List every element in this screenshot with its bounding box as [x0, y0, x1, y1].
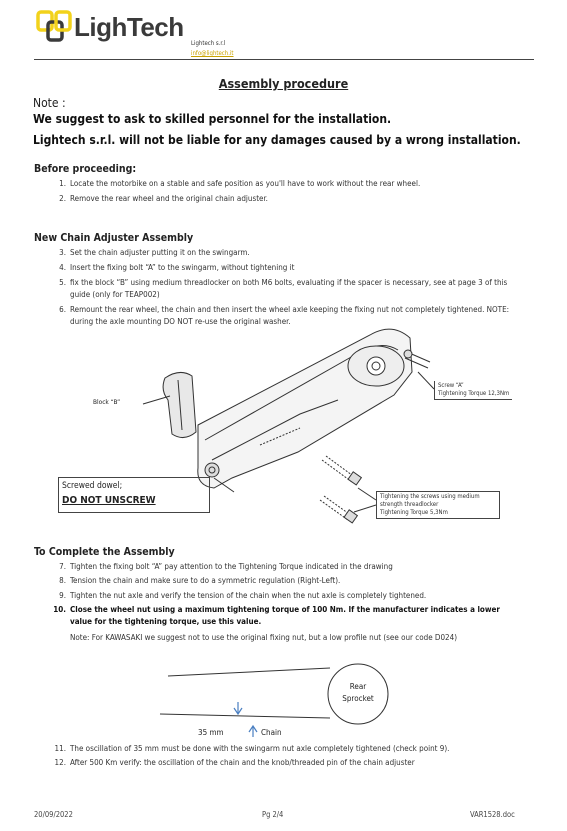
screws-line-2: strength threadlocker [380, 501, 439, 508]
item-number: 6. [59, 305, 66, 314]
item-text: Remount the rear wheel, the chain and then insert the wheel axle keeping the fixing nut not completely tightened. NOTE: during the axle mounting DO NOT re-use the original washer. [70, 305, 510, 326]
item-number: 3. [59, 248, 66, 257]
item-number: 9. [59, 591, 66, 600]
sprocket-line-2: Sprocket [342, 694, 374, 703]
item-text: Close the wheel nut using a maximum tightening torque of 100 Nm. If the manufacturer indicates a lower value for the tightening torque, use this value. [70, 605, 500, 626]
list-item [50, 757, 512, 769]
item-text: fix the block “B” using medium threadlocker on both M6 bolts, evaluating if the spacer is necessary, see at page 3 of this guide (only for TEAP002) [70, 278, 508, 299]
measure-label: 35 mm [198, 728, 224, 737]
logo-text: LighTech [74, 12, 184, 42]
section-heading-assembly: New Chain Adjuster Assembly [34, 232, 194, 244]
item-number: 1. [59, 179, 66, 188]
screws-line-3: Tightening Torque 5,3Nm [380, 509, 448, 516]
sprocket-line-1: Rear [349, 682, 367, 691]
section-heading-before: Before proceeding: [34, 163, 137, 175]
item-number: 4. [59, 263, 66, 272]
item-text: The oscillation of 35 mm must be done with the swingarm nut axle completely tightened (check point 9). [70, 744, 450, 753]
screws-line-1: Tightening the screws using medium [380, 493, 480, 500]
company-email-link[interactable]: info@lightech.it [191, 50, 234, 57]
item-text: Insert the fixing bolt “A” to the swingarm, without tightening it [70, 263, 295, 272]
item-number: 2. [59, 194, 66, 203]
item-text: Tighten the fixing bolt “A” pay attention to the Tightening Torque indicated in the drawing [70, 562, 393, 571]
warning-line-2: Lightech s.r.l. will not be liable for any damages caused by a wrong installation. [33, 133, 521, 147]
item-text: After 500 Km verify: the oscillation of the chain and the knob/threaded pin of the chain adjuster [70, 758, 415, 767]
screw-a-torque: Tightening Torque 12,3Nm [438, 390, 510, 397]
chain-label: Chain [261, 728, 282, 737]
item-number: 7. [59, 562, 66, 571]
block-b-label: Block “B” [93, 398, 121, 406]
item-number: 10. [53, 605, 66, 614]
item-text: Locate the motorbike on a stable and safe position as you'll have to work without the rear wheel. [70, 179, 421, 188]
dowel-warning: DO NOT UNSCREW [62, 495, 156, 506]
item-text: Tighten the nut axle and verify the tension of the chain when the nut axle is completely tightened. [70, 591, 427, 600]
item-text: Remove the rear wheel and the original chain adjuster. [70, 194, 268, 203]
item-text: Tension the chain and make sure to do a symmetric regulation (Right-Left). [70, 576, 341, 585]
item-number: 5. [59, 278, 66, 287]
warning-line-1: We suggest to ask to skilled personnel for the installation. [33, 112, 392, 126]
item-number: 8. [59, 576, 66, 585]
footer-date: 20/09/2022 [34, 810, 73, 819]
screw-a-label: Screw “A” [438, 382, 464, 389]
note-text: Note: For KAWASAKI we suggest not to use the original fixing nut, but a low profile nut (see our code D024) [70, 633, 458, 642]
page-title: Assembly procedure [218, 76, 349, 91]
rear-sprocket-label [328, 681, 388, 705]
company-name: Lightech s.r.l [191, 40, 226, 47]
footer-filename: VAR1528.doc [470, 810, 515, 819]
item-number: 12. [54, 758, 66, 767]
dowel-label: Screwed dowel; [62, 481, 123, 491]
item-number: 11. [54, 744, 66, 753]
footer-page: Pg 2/4 [262, 810, 284, 819]
note-label: Note : [33, 96, 66, 110]
section-heading-complete: To Complete the Assembly [34, 546, 175, 558]
list-item [50, 743, 512, 755]
item-text: Set the chain adjuster putting it on the swingarm. [70, 248, 250, 257]
